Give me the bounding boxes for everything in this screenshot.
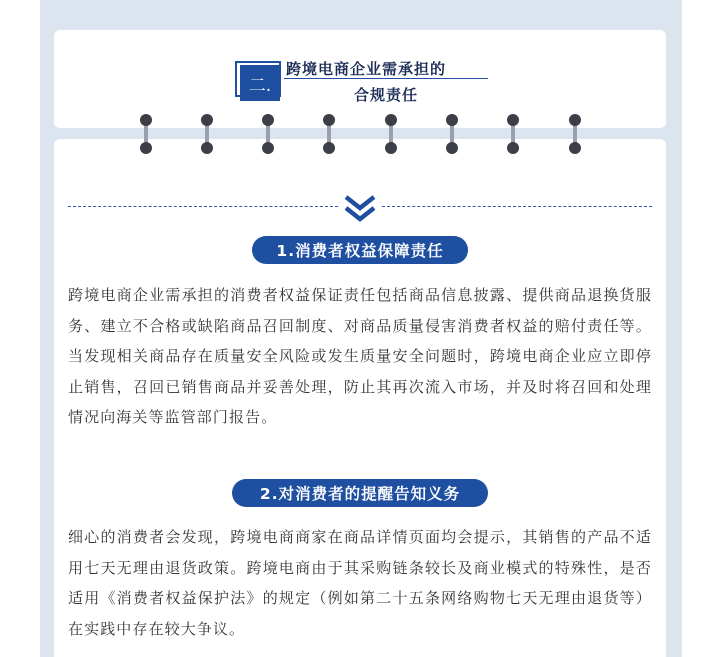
binder-ring-icon — [261, 113, 275, 155]
double-chevron-down-icon — [343, 194, 377, 224]
section-title-line1: 跨境电商企业需承担的 — [286, 60, 447, 78]
paragraph-consumer-rights: 跨境电商企业需承担的消费者权益保证责任包括商品信息披露、提供商品退换货服务、建立不合格或缺陷商品召回制度、对商品质量侵害消费者权益的赔付责任等。当发现相关商品存在质量安全风险或发生质量安全问题时，跨境电商企业应立即停止销售，召回已销售商品并妥善处理，防止其再次流入市场，并及时将召回和处理情况向海关等监管部门报告。 — [68, 286, 652, 426]
paragraph-reminder-duty: 细心的消费者会发现，跨境电商商家在商品详情页面均会提示，其销售的产品不适用七天无理由退货政策。跨境电商由于其采购链条较长及商业模式的特殊性，是否适用《消费者权益保护法》的规定（例如第二十五条网络购物七天无理由退货等）在实践中存在较大争议。 — [68, 528, 652, 638]
binder-ring-icon — [506, 113, 520, 155]
section-title-line2: 合规责任 — [353, 86, 418, 104]
binder-ring-icon — [445, 113, 459, 155]
binder-ring-icon — [322, 113, 336, 155]
binder-ring-icon — [384, 113, 398, 155]
binder-ring-icon — [568, 113, 582, 155]
section-title-underline — [284, 78, 488, 79]
divider-dashed-line-right — [382, 206, 652, 207]
subsection-heading-consumer-rights: 1.消费者权益保障责任 — [252, 236, 468, 264]
binder-ring-icon — [139, 113, 153, 155]
subsection-heading-reminder-duty: 2.对消费者的提醒告知义务 — [232, 479, 488, 507]
binder-ring-icon — [200, 113, 214, 155]
section-number: 二. — [240, 65, 280, 101]
divider-dashed-line-left — [68, 206, 338, 207]
